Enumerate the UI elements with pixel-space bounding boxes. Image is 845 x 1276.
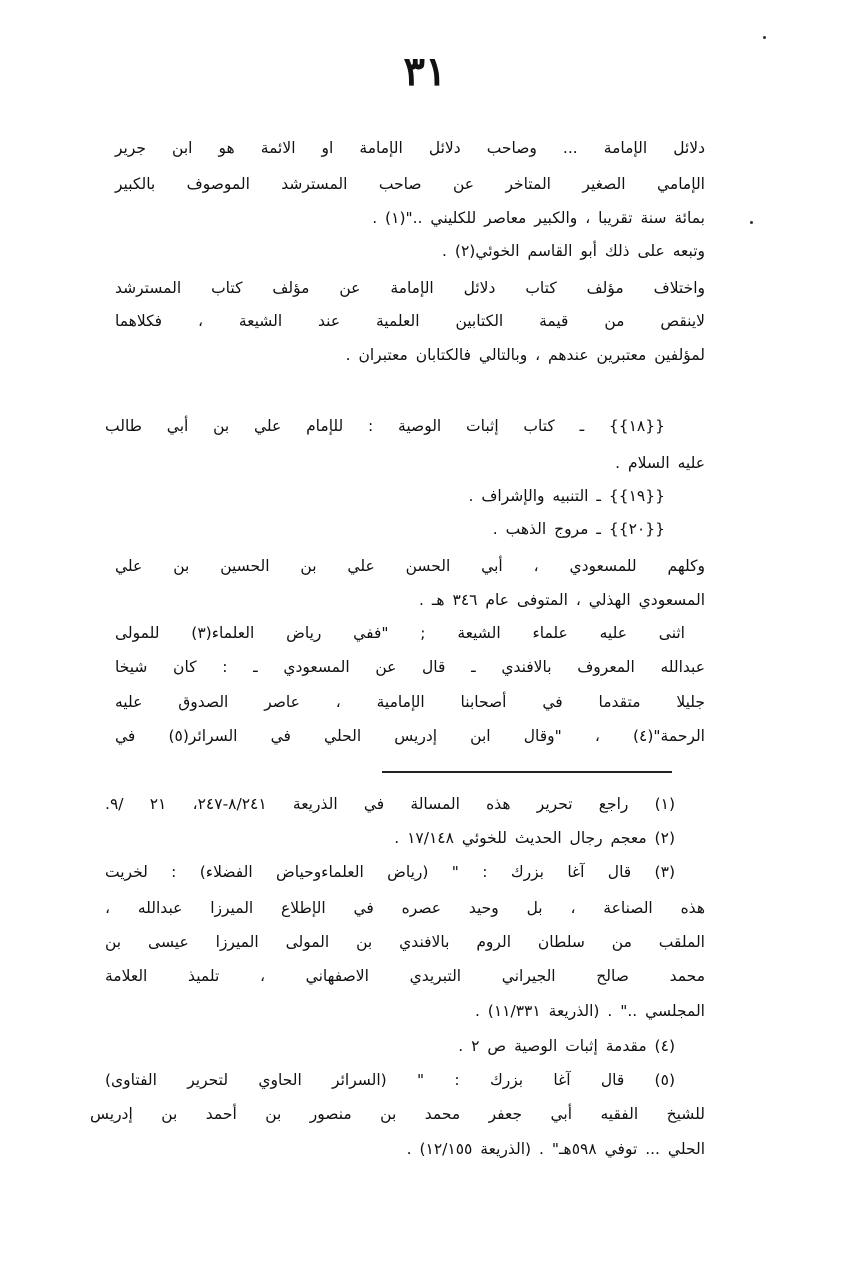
footnote-line: الحلي ... توفي ٥٩٨هـ" . (الذريعة ١٢/١٥٥) .: [406, 1140, 705, 1158]
page-number: ٣١: [403, 48, 447, 95]
footnote-line: الملقب من سلطان الروم بالافندي بن المولى الميرزا عيسى بن: [105, 933, 705, 951]
body-line: جليلا متقدما في أصحابنا الإمامية ، عاصر الصدوق عليه: [115, 693, 705, 711]
footnote-2: (٢) معجم رجال الحديث للخوئي ١٧/١٤٨ .: [394, 829, 675, 847]
footnote-divider: [382, 771, 672, 773]
scan-speck: [750, 221, 753, 224]
footnote-line: المجلسي .." . (الذريعة ١١/٣٣١) .: [474, 1002, 705, 1020]
body-line: اثنى عليه علماء الشيعة ; "ففي رياض العلماء(٣) للمولى: [115, 624, 685, 642]
body-line: دلائل الإمامة ... وصاحب دلائل الإمامة او الائمة هو ابن جرير: [115, 139, 705, 157]
body-line: وكلهم للمسعودي ، أبي الحسن علي بن الحسين بن علي: [115, 557, 705, 575]
footnote-line: محمد صالح الجيراني التبريدي الاصفهاني ، تلميذ العلامة: [105, 967, 705, 985]
body-line: عليه السلام .: [615, 454, 705, 472]
body-line: واختلاف مؤلف كتاب دلائل الإمامة عن مؤلف كتاب المسترشد: [115, 279, 705, 297]
footnote-3: (٣) قال آغا بزرك : " (رياض العلماءوحياض الفضلاء) : لخريت: [105, 863, 675, 881]
footnote-1: (١) راجع تحرير هذه المسالة في الذريعة ٨/٢٤١-٢٤٧، ٢١ /٩.: [105, 795, 676, 813]
footnote-line: هذه الصناعة ، بل وحيد عصره في الإطلاع الميرزا عبدالله ،: [105, 899, 705, 917]
scan-speck: [763, 36, 766, 39]
body-line: لاينقص من قيمة الكتابين العلمية عند الشيعة ، فكلاهما: [115, 312, 705, 330]
footnote-5: (٥) قال آغا بزرك : " (السرائر الحاوي لتحرير الفتاوى): [105, 1071, 675, 1089]
body-line: وتبعه على ذلك أبو القاسم الخوئي(٢) .: [442, 242, 705, 260]
body-line: المسعودي الهذلي ، المتوفى عام ٣٤٦ هـ .: [419, 591, 705, 609]
body-line: الرحمة"(٤) ، "وقال ابن إدريس الحلي في السرائر(٥) في: [115, 727, 705, 745]
book-entry-20: {{٢٠}} ـ مروج الذهب .: [492, 520, 665, 538]
body-line: لمؤلفين معتبرين عندهم ، وبالتالي فالكتابان معتبران .: [345, 346, 705, 364]
book-entry-18: {{١٨}} ـ كتاب إثبات الوصية : للإمام علي بن أبي طالب: [105, 417, 665, 435]
body-line: عبدالله المعروف بالافندي ـ قال عن المسعودي ـ : كان شيخا: [115, 658, 705, 676]
body-line: الإمامي الصغير المتاخر عن صاحب المسترشد الموصوف بالكبير: [115, 175, 705, 193]
footnote-4: (٤) مقدمة إثبات الوصية ص ٢ .: [458, 1037, 675, 1055]
body-line: بمائة سنة تقريبا ، والكبير معاصر للكليني .."(١) .: [372, 209, 705, 227]
book-entry-19: {{١٩}} ـ التنبيه والإشراف .: [468, 487, 665, 505]
footnote-line: للشيخ الفقيه أبي جعفر محمد بن منصور بن أحمد بن إدريس: [90, 1105, 705, 1123]
